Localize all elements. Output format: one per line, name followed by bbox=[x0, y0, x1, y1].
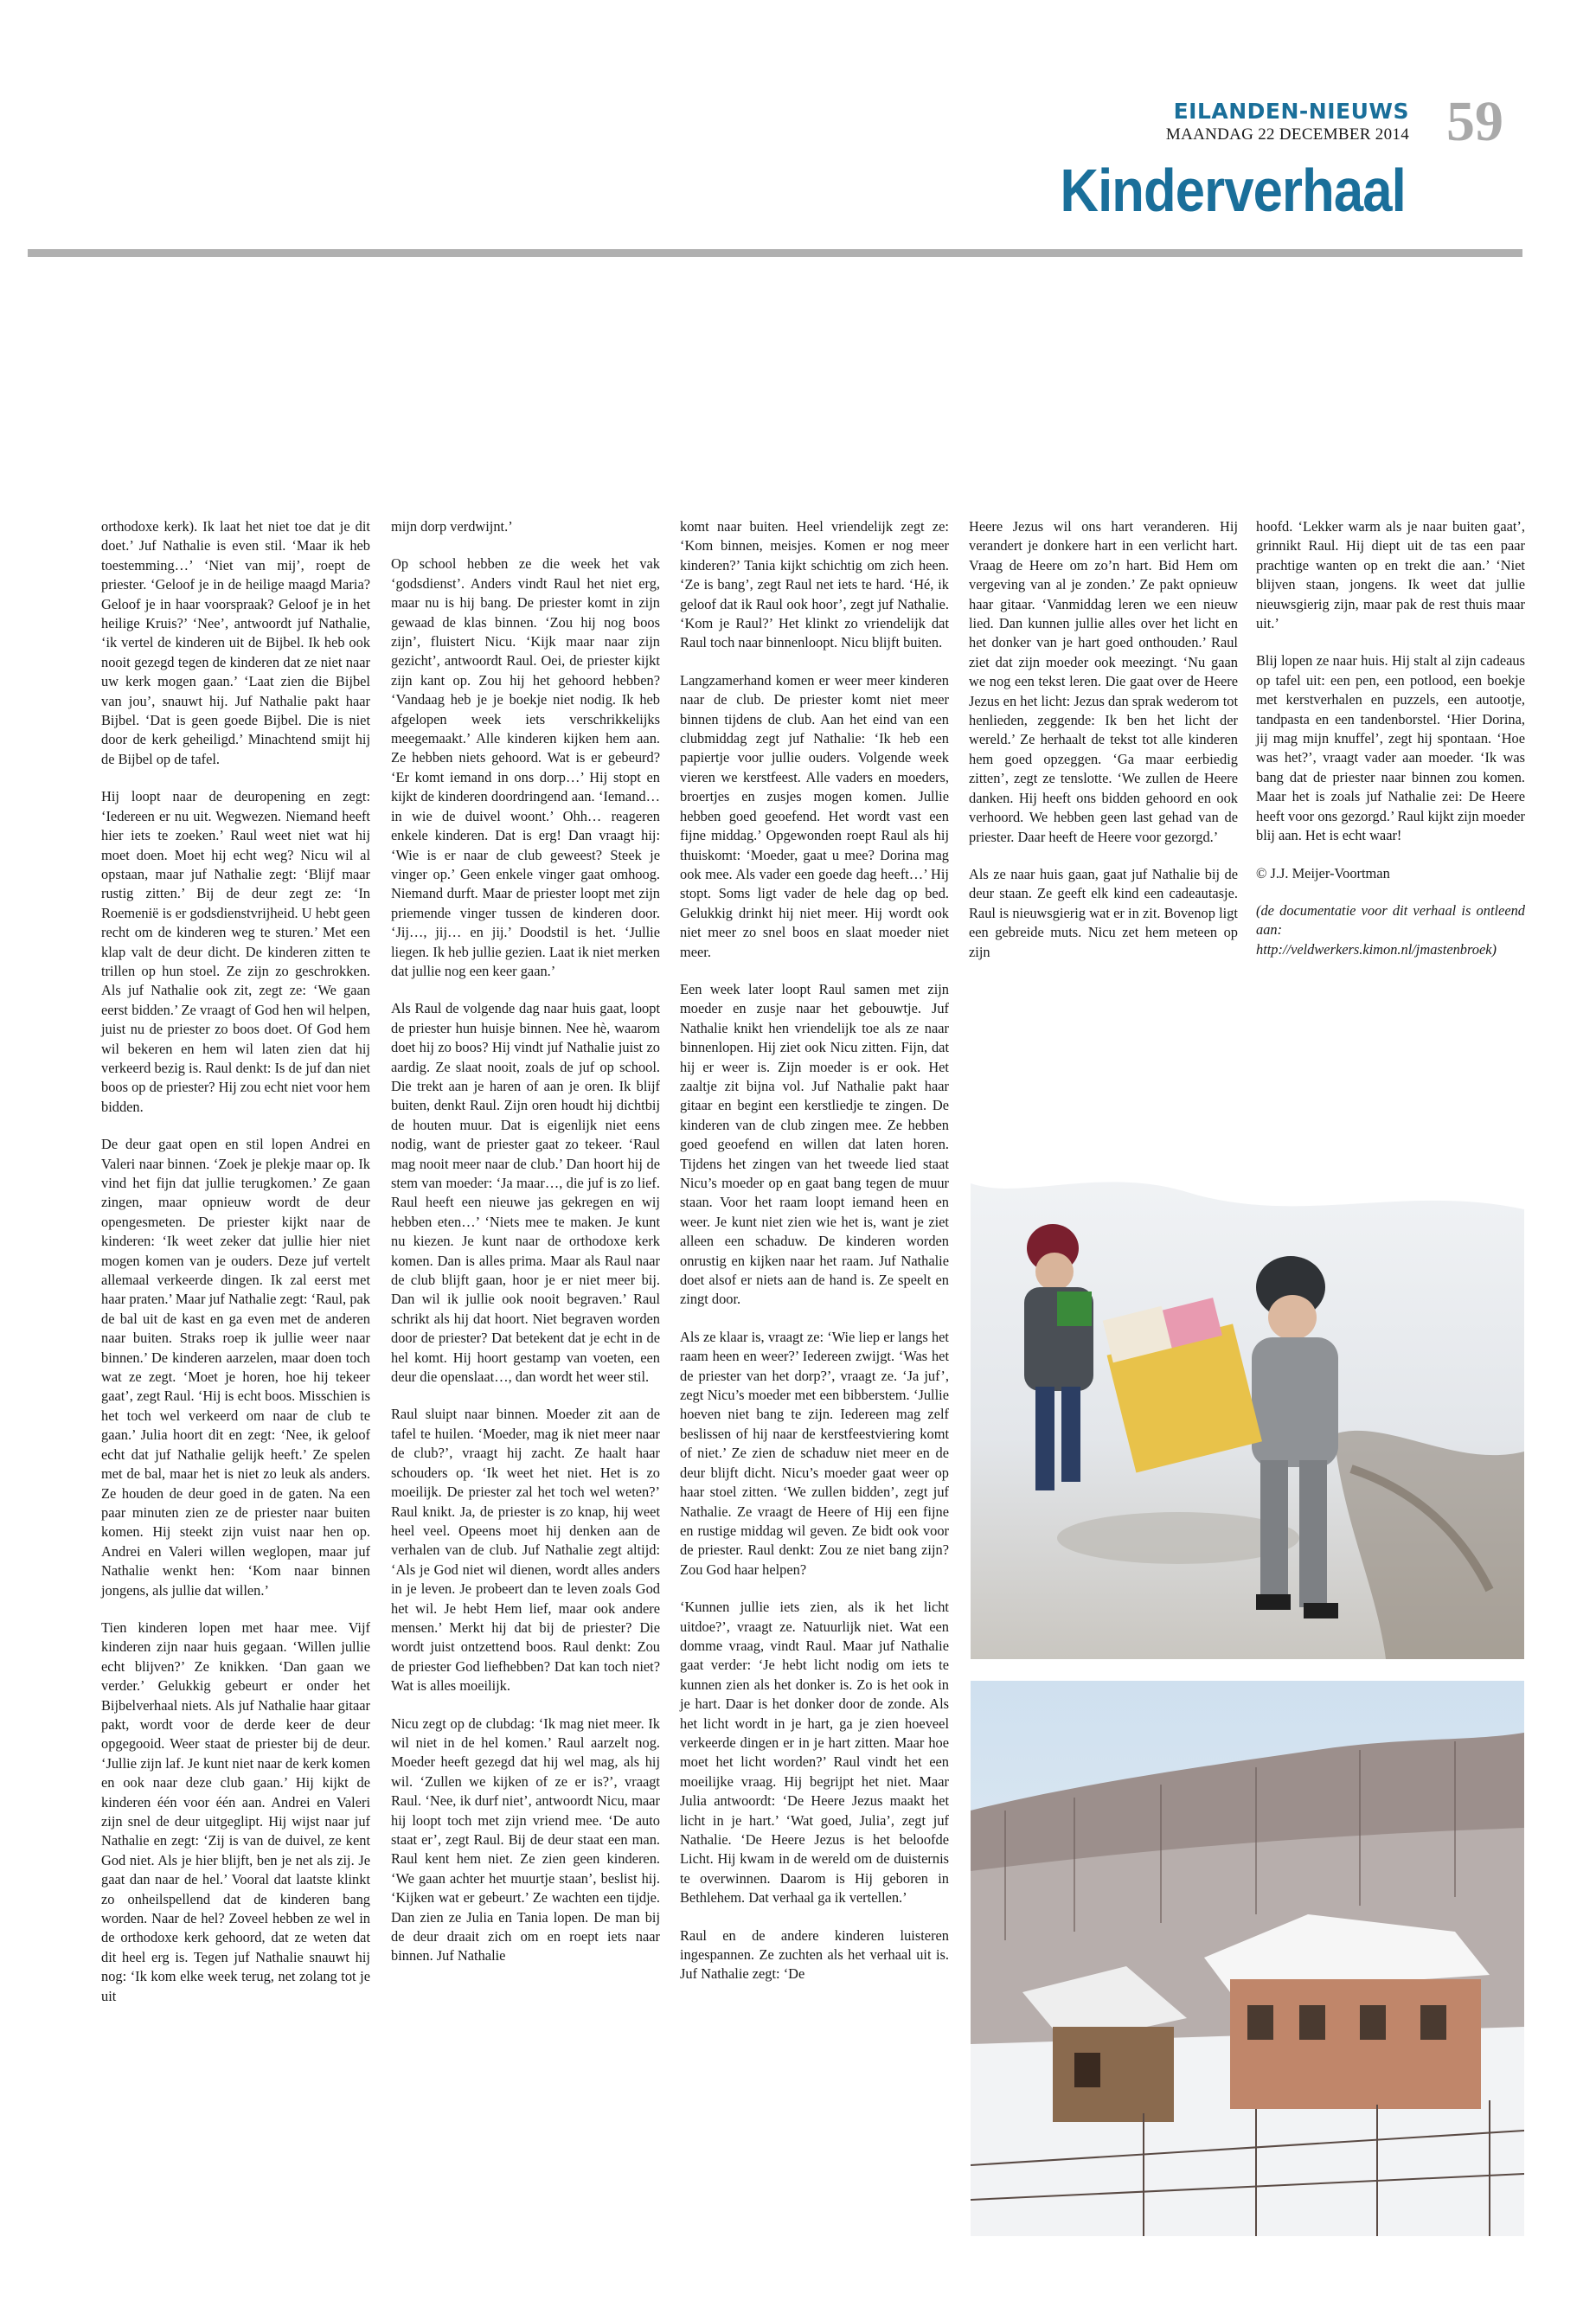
paragraph: hoofd. ‘Lekker warm als je naar buiten gaat’, grinnikt Raul. Hij diept uit de tas een paar prachtige wanten op en trekt die aan.’ ‘Niet blijven staan, jongens. Ik weet dat jullie nieuwsgierig zijn, maar pak de rest thuis maar uit.’ bbox=[1256, 518, 1525, 632]
paragraph: Als ze naar huis gaan, gaat juf Nathalie bij de deur staan. Ze geeft elk kind een cadeautasje. Raul is nieuwsgierig wat er in zit. Bovenop ligt een gebreide muts. Nicu zet hem meteen op zijn bbox=[969, 865, 1238, 960]
paragraph: ‘Kunnen jullie iets zien, als ik het licht uitdoe?’, vraagt ze. Natuurlijk niet. Wat een domme vraag, vindt Raul. Maar juf Nathalie gaat verder: ‘Je hebt licht nodig om iets te kunnen zien als het donker is. Zo is het ook in je hart. Daar is het donker door de zonde. Als het licht wordt in je hart, ga je zien hoeveel verkeerde dingen er in je hart zitten. Maar hoe moet het licht worden?’ Raul vindt het een moeilijke vraag. Hij begrijpt het niet. Maar Julia antwoordt: ‘De Heere Jezus maakt het licht in je hart.’ ‘Wat goed, Julia’, zegt juf Nathalie. ‘De Heere Jezus is het beloofde Licht. Hij kwam in de wereld om de duisternis te overwinnen. Daarom is Hij geboren in Bethlehem. Dat verhaal ga ik vertellen.’ bbox=[680, 1599, 949, 1907]
paragraph: Heere Jezus wil ons hart veranderen. Hij verandert je donkere hart in een verlicht hart. Vraag de Heere om zo’n hart. Bid Hem om vergeving van al je zonden.’ Ze pakt opnieuw haar gitaar. ‘Vanmiddag leren we een nieuw lied. Dan kunnen jullie alles over het licht en het donker van je hart goed onthouden.’ Raul ziet dat zijn moeder ook meezingt. ‘Nu gaan we nog een tekst leren. Die gaat over de Heere Jezus en het licht: Jezus dan sprak wederom tot henlieden, zeggende: Ik ben het licht der wereld.’ Ze herhaalt de tekst tot alle kinderen hem goed opzeggen. ‘Ga maar eerbiedig zitten’, zegt ze tenslotte. ‘We zullen de Heere danken. Hij heeft ons bidden gehoord en ook verhoord. We hebben geen last gehad van de priester. Daar heeft de Heere voor gezorgd.’ bbox=[969, 518, 1238, 845]
paragraph: orthodoxe kerk). Ik laat het niet toe dat je dit doet.’ Juf Nathalie is even stil. ‘Maar ik heb toestemming…’ ‘Niet van mij’, roept de priester. ‘Geloof je in de heilige maagd Maria? Geloof je in haar voorspraak? Geloof je in het heilige Kruis?’ ‘Nee’, antwoordt juf Nathalie, ‘ik vertel de kinderen uit de Bijbel. Ik heb ook nooit gezegd tegen de kinderen dat ze niet naar uw kerk mogen gaan.’ ‘Laat zien die Bijbel van jou’, snauwt hij. Juf Nathalie pakt haar Bijbel. ‘Dat is geen goede Bijbel. Die is niet door de kerk geheiligd.’ Minachtend smijt hij de Bijbel op de tafel. bbox=[101, 518, 370, 767]
paragraph: Hij loopt naar de deuropening en zegt: ‘Iedereen er nu uit. Wegwezen. Niemand heeft hier iets te zoeken.’ Raul weet niet wat hij moet doen. Moet hij echt weg? Nicu wil al opstaan, maar juf Nathalie zegt: ‘Blijf maar rustig zitten.’ Bij de deur zegt ze: ‘In Roemenië is er godsdienstvrijheid. U hebt geen recht om de kinderen weg te sturen.’ Met een klap valt de deur dicht. De kinderen zitten te trillen op hun stoel. Ze zijn zo geschrokken. Als juf Nathalie ook zit, zegt ze: ‘We gaan eerst bidden.’ Ze vraagt of God hen wil helpen, juist nu de priester zo boos doet. Of God hem wil bekeren en hem wil laten zien dat hij verkeerd bezig is. Raul denkt: Is de juf dan niet boos op de priester? Hij zou echt niet voor hem bidden. bbox=[101, 788, 370, 1115]
header-divider bbox=[28, 249, 1522, 257]
paragraph: Tien kinderen lopen met haar mee. Vijf kinderen zijn naar huis gegaan. ‘Willen jullie echt blijven?’ Ze knikken. ‘Dan gaan we verder.’ Gelukkig gebeurt er onder het Bijbelverhaal niets. Als juf Nathalie haar gitaar pakt, wordt voor de derde keer de deur opgegooid. Weer staat de priester bij de deur. ‘Jullie zijn laf. Je kunt niet naar de kerk komen en ook naar deze club gaan.’ Hij kijkt de kinderen één voor één aan. Andrei en Valeri zijn snel de deur uitgeglipt. Hij wijst naar juf Nathalie en zegt: ‘Zij is van de duivel, ze kent God niet. Als je hier blijft, ben je net als zij. Je gaat dan naar de hel.’ Vooral dat laatste klinkt zo onheilspellend dat de kinderen bang worden. Naar de hel? Zoveel hebben ze wel in de orthodoxe kerk gehoord, dat ze weten dat dit heel erg is. Tegen juf Nathalie snauwt hij nog: ‘Ik kom elke week terug, net zolang tot je uit bbox=[101, 1618, 370, 2004]
paragraph: mijn dorp verdwijnt.’ bbox=[391, 518, 513, 535]
author-credit: © J.J. Meijer-Voortman bbox=[1256, 864, 1390, 881]
paragraph: Als Raul de volgende dag naar huis gaat, loopt de priester hun huisje binnen. Nee hè, waarom doet hij zo boos? Hij vindt juf Nathalie juist zo aardig. Ze slaat nooit, zoals de juf op school. Die trekt aan je haren of aan je oren. Ik blijf buiten, denkt Raul. Zijn oren houdt hij dichtbij de houten muur. Dat is eigenlijk niet eens nodig, want de priester gaat zo tekeer. ‘Raul mag nooit meer naar de club.’ Dan hoort hij de stem van moeder: ‘Ja maar…, die juf is zo lief. Raul heeft een nieuwe jas gekregen en wij hebben eten…’ ‘Niets mee te maken. Je kunt nu kiezen. Je kunt naar de orthodoxe kerk komen. Dan is alles prima. Maar als Raul naar de club blijft gaan, hoor je er niet meer bij. Dan wil ik jullie ook nooit begraven.’ Raul schrikt als hij dat hoort. Niet begraven worden door de priester? Dat betekent dat je echt in de hel komt. Hij hoort gestamp van voeten, een deur die openslaat…, dan wordt het weer stil. bbox=[391, 1000, 660, 1386]
paragraph: Als ze klaar is, vraagt ze: ‘Wie liep er langs het raam heen en weer?’ Iedereen zwijgt. ‘Was het de priester van het dorp?’, vraagt ze. ‘Ja juf’, zegt Nicu’s moeder met een bibberstem. ‘Jullie hoeven niet bang te zijn. Iedereen mag zelf beslissen of hij naar de kerstfeestviering komt of niet.’ Ze zien de schaduw niet meer en de deur blijft dicht. Nicu’s moeder gaat weer op haar stoel zitten. ‘We zullen bidden’, zegt juf Nathalie. Ze vraagt de Heere of Hij een fijne en rustige middag wil geven. Ze bidt ook voor de priester. Raul denkt: Zou ze niet bang zijn? Zou God haar helpen? bbox=[680, 1328, 949, 1578]
page-number: 59 bbox=[1446, 90, 1503, 153]
masthead bbox=[1166, 99, 1409, 144]
paragraph: Op school hebben ze die week het vak ‘godsdienst’. Anders vindt Raul het niet erg, maar nu is hij bang. De priester komt in zijn gewaad de klas binnen. ‘Zou hij nog boos zijn’, fluistert Nicu. ‘Kijk maar naar zijn gezicht’, antwoordt Raul. Oei, de priester kijkt zijn kant op. Zou hij het gehoord hebben? ‘Vandaag heb je je boekje niet nodig. Ik heb afgelopen week iets verschrikkelijks meegemaakt.’ Alle kinderen kijken hem aan. Ze hebben niets gehoord. Wat is er gebeurd? ‘Er komt iemand in ons dorp…’ Hij stopt en kijkt de kinderen doordringend aan. ‘Iemand… in wie de duivel woont.’ Ohh… reageren enkele kinderen. Dat is erg! Dan vraagt hij: ‘Wie is er naar de club geweest? Steek je vinger op.’ Geen enkele vinger gaat omhoog. Niemand durft. Maar de priester loopt met zijn priemende vinger tussen de kinderen door. ‘Jij…, jij… en jij.’ Doodstil is het. ‘Jullie liegen. Ik heb jullie gezien. Laat ik niet merken dat jullie nog een keer gaan.’ bbox=[391, 555, 660, 979]
paragraph: Raul en de andere kinderen luisteren ingespannen. Ze zuchten als het verhaal uit is. Juf Nathalie zegt: ‘De bbox=[680, 1926, 949, 1983]
paragraph: Een week later loopt Raul samen met zijn moeder en zusje naar het gebouwtje. Juf Nathalie knikt hen vriendelijk toe als ze naar binnenlopen. Hij ziet ook Nicu zitten. Fijn, dat hij er weer is. Zijn moeder is er ook. Het zaaltje zit bijna vol. Juf Nathalie pakt haar gitaar en begint een kerstliedje te zingen. De kinderen van de club zingen mee. Ze hebben goed geoefend en willen dat laten horen. Tijdens het zingen van het tweede lied staat Nicu’s moeder op en gaat bang tegen de muur staan. Voor het raam loopt iemand heen en weer. Je kunt niet zien wie het is, want je ziet alleen een schaduw. De kinderen worden onrustig en kijken naar het raam. Juf Nathalie doet alsof er niets aan de hand is. Ze speelt en zingt door. bbox=[680, 980, 949, 1308]
article-column-2 bbox=[391, 517, 660, 1984]
paragraph: Nicu zegt op de clubdag: ‘Ik mag niet meer. Ik wil niet in de hel komen.’ Raul aarzelt nog. Moeder heeft gezegd dat hij wel mag, als hij wil. ‘Zullen we kijken of ze er is?’, vraagt Raul. ‘Nee, ik durf niet’, antwoordt Nicu, maar hij loopt toch met zijn vriend mee. ‘De auto staat er’, zegt Raul. Bij de deur staat een man. Raul kent hem niet. Ze zien geen kinderen. ‘We gaan achter het muurtje staan’, beslist hij. ‘Kijken wat er gebeurt.’ Ze wachten een tijdje. Dan zien ze Julia en Tania lopen. De man bij de deur draait zich om en roept iets naar binnen. Juf Nathalie bbox=[391, 1715, 660, 1965]
section-title: Kinderverhaal bbox=[1060, 157, 1406, 224]
photo-romanian-village bbox=[971, 1681, 1524, 2236]
paragraph: Raul sluipt naar binnen. Moeder zit aan de tafel te huilen. ‘Moeder, mag ik niet meer naar de club?’, vraagt hij zacht. Ze haalt haar schouders op. ‘Ik weet het niet. Het is zo moeilijk. De priester zal het toch wel weten?’ Raul knikt. Ja, de priester is zo knap, hij weet heel veel. Opeens moet hij denken aan de verhalen van de club. Juf Nathalie zegt altijd: ‘Als je God niet wil dienen, wordt alles anders in je leven. Je probeert dan te leven zoals God het wil. Je hebt Hem lief, maar ook andere mensen.’ Merkt hij dat bij de priester? Die wordt juist ontzettend boos. Raul denkt: Zou de priester God liefhebben? Dat kan toch niet? Wat is alles moeilijk. bbox=[391, 1406, 660, 1695]
issue-date: MAANDAG 22 DECEMBER 2014 bbox=[1165, 125, 1409, 144]
article-column-1 bbox=[101, 517, 370, 2024]
article-column-5 bbox=[1256, 517, 1525, 977]
brick-house bbox=[1204, 1914, 1490, 2109]
paragraph: De deur gaat open en stil lopen Andrei en Valeri naar binnen. ‘Zoek je plekje maar op. Ik vind het fijn dat jullie terugkomen.’ Ze gaan zingen, maar opnieuw wordt de deur opengesmeten. De priester kijkt naar de kinderen: ‘Ik weet zeker dat jullie hier niet mogen komen van je ouders. Deze juf vertelt allemaal verkeerde dingen. Ik zal eerst met haar praten.’ Maar juf Nathalie zegt: ‘Raul, pak de bal uit de kast en ga even met de anderen naar buiten. Straks roep ik jullie weer naar binnen.’ De kinderen aarzelen, maar doen toch wat ze zegt. ‘Moet je horen, hoe hij tekeer gaat’, zegt Raul. ‘Hij is echt boos. Misschien is het toch wel verkeerd om naar de club te gaan.’ Julia hoort dit en zegt: ‘Nee, ik geloof echt dat juf Nathalie gelijk heeft.’ Ze spelen met de bal, maar het is niet zo leuk als anders. Ze houden de deur goed in de gaten. Na een paar minuten zien ze de priester naar buiten komen. Hij steekt zijn vuist naar hen op. Andrei en Valeri willen weglopen, maar juf Nathalie wenkt hen: ‘Kom naar binnen jongens, als jullie dat willen.’ bbox=[101, 1136, 370, 1599]
photo-children-in-snow bbox=[971, 1106, 1524, 1659]
source-note: (de documentatie voor dit verhaal is ontleend aan: http://veldwerkers.kimon.nl/jmastenbroek) bbox=[1256, 901, 1525, 958]
article-column-4 bbox=[969, 517, 1238, 980]
paragraph: Langzamerhand komen er weer meer kinderen naar de club. De priester komt niet meer binnen tijdens de club. Aan het eind van een clubmiddag zegt juf Nathalie: ‘Ik heb een papiertje voor jullie ouders. Volgende week vieren we kerstfeest. Alle vaders en moeders, broertjes en zusjes mogen komen. Jullie hebben goed geoefend. Het wordt vast een fijne middag.’ Opgewonden roept Raul als hij thuiskomt: ‘Moeder, gaat u mee? Dorina mag ook mee. Als vader een goede dag heeft…’ Hij stopt. Soms ligt vader de hele dag op bed. Gelukkig drinkt hij niet meer. Hij wordt ook niet meer zo snel boos en slaat moeder niet meer. bbox=[680, 671, 949, 960]
article-column-3 bbox=[680, 517, 949, 2003]
newspaper-logo: EILANDEN-NIEUWS bbox=[1173, 99, 1409, 124]
paragraph: Blij lopen ze naar huis. Hij stalt al zijn cadeaus op tafel uit: een pen, een potlood, een boekje met kerstverhalen en puzzels, een autootje, tandpasta en een tandenborstel. ‘Hier Dorina, jij mag mijn knuffel’, zegt hij spontaan. ‘Hoe was het?’, vraagt vader aan moeder. ‘Ik was bang dat de priester naar binnen zou komen. Maar het is zoals juf Nathalie zei: De Heere heeft voor ons gezorgd.’ Raul kijkt zijn moeder blij aan. Het is echt waar! bbox=[1256, 652, 1525, 844]
paragraph: komt naar buiten. Heel vriendelijk zegt ze: ‘Kom binnen, meisjes. Komen er nog meer kinderen?’ Tania kijkt schichtig om zich heen. ‘Ze is bang’, zegt Raul net iets te hard. ‘Hé, ik geloof dat ik Raul ook hoor’, zegt juf Nathalie. ‘Kom je Raul?’ Het klinkt zo vriendelijk dat Raul toch naar binnenloopt. Nicu blijft buiten. bbox=[680, 518, 949, 651]
